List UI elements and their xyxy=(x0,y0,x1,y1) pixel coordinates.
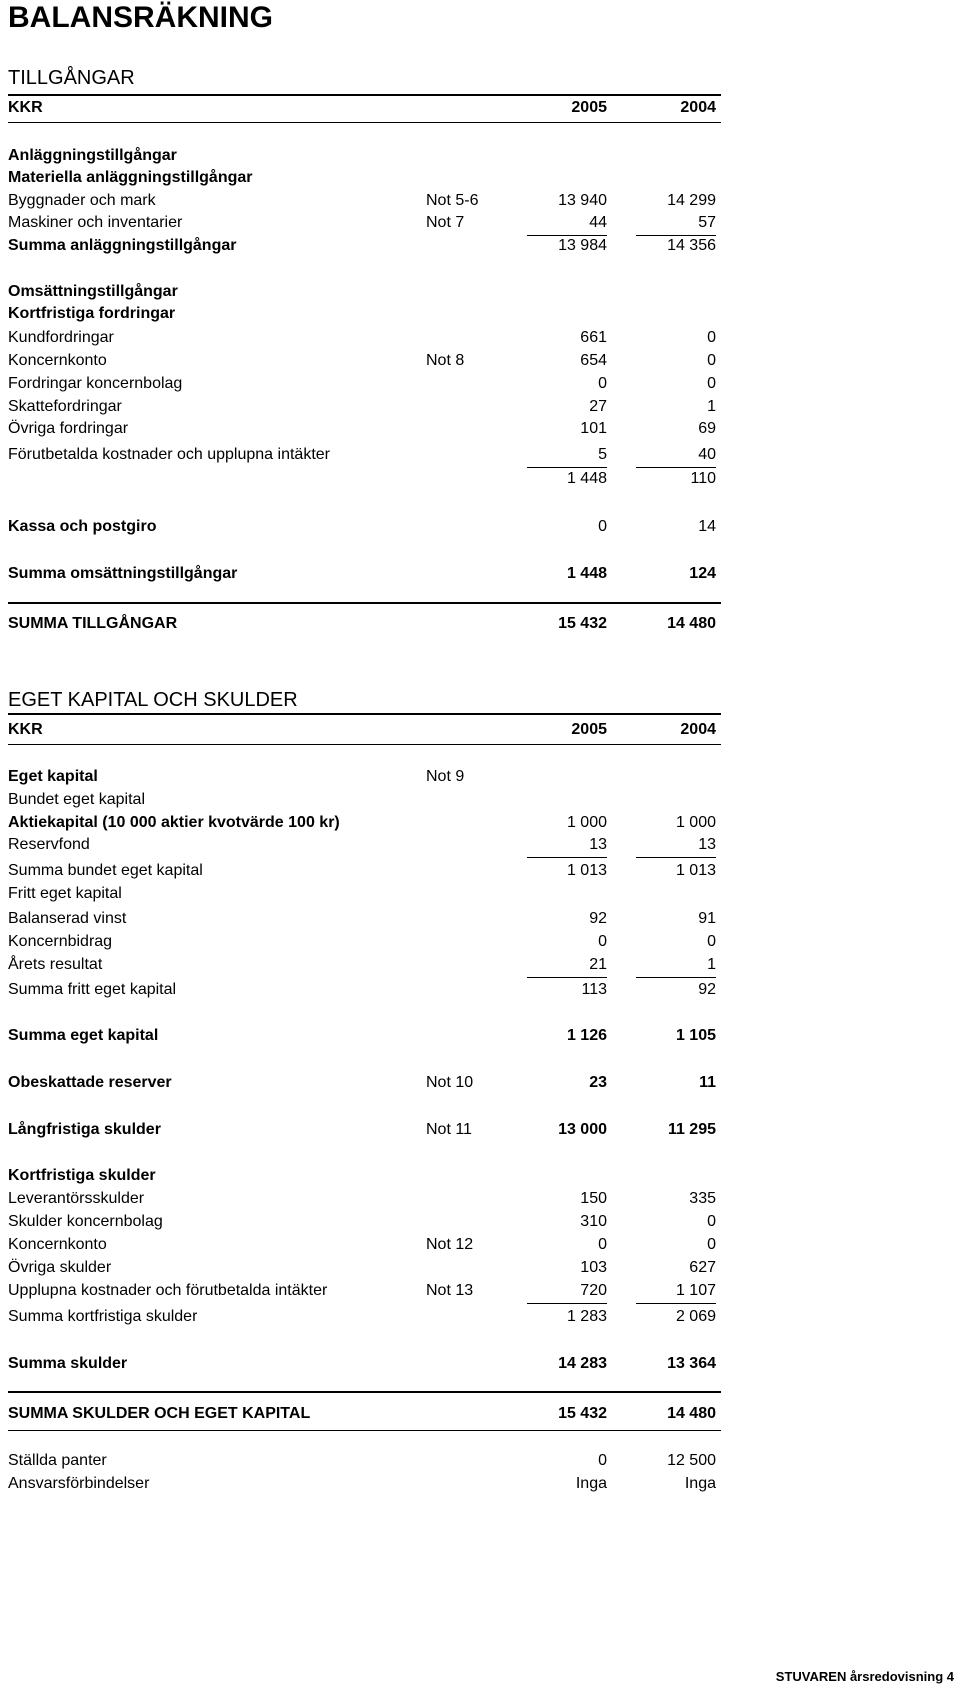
row-value-2004: 0 xyxy=(707,352,716,369)
row-label: Summa skulder xyxy=(8,1355,128,1372)
row-value-2005: 113 xyxy=(581,981,607,998)
table-row xyxy=(0,1119,730,1141)
table-row xyxy=(0,860,730,882)
subtotal-rule xyxy=(527,857,607,858)
row-value-2004: 92 xyxy=(698,981,716,998)
subtotal-rule xyxy=(636,857,716,858)
row-note: Not 10 xyxy=(426,1074,474,1091)
row-label: Fordringar koncernbolag xyxy=(8,375,183,392)
row-label: Summa fritt eget kapital xyxy=(8,981,177,998)
subtotal-rule xyxy=(636,977,716,978)
row-value-2005: 1 283 xyxy=(566,1308,607,1325)
row-value-2005: 310 xyxy=(580,1213,607,1230)
row-value-2005: 661 xyxy=(580,329,607,346)
row-value-2005: Inga xyxy=(575,1475,607,1492)
table-row xyxy=(0,563,730,585)
table-row xyxy=(0,1353,730,1375)
row-value-2004: 14 299 xyxy=(667,192,716,209)
row-label: Skattefordringar xyxy=(8,398,122,415)
table-row xyxy=(0,212,730,234)
row-value-2005: 0 xyxy=(598,375,607,392)
table-row xyxy=(0,954,730,976)
row-value-2004: 0 xyxy=(707,1236,716,1253)
subtotal-rule xyxy=(527,977,607,978)
equity-top-rule xyxy=(8,713,721,715)
row-label: Summa omsättningstillgångar xyxy=(8,565,238,582)
equity-unit-label: KKR xyxy=(8,721,43,738)
row-value-2004: 14 356 xyxy=(667,237,716,254)
assets-section-title: TILLGÅNGAR xyxy=(8,67,135,89)
row-label: Summa eget kapital xyxy=(8,1027,159,1044)
row-value-2005: 101 xyxy=(580,420,607,437)
row-label: Förutbetalda kostnader och upplupna intäkter xyxy=(8,446,330,463)
row-value-2005: 13 940 xyxy=(558,192,607,209)
table-row xyxy=(0,396,730,418)
table-row xyxy=(0,327,730,349)
equity-header-row xyxy=(0,719,730,741)
row-label: Balanserad vinst xyxy=(8,910,127,927)
assets-year-2005: 2005 xyxy=(571,99,607,116)
row-value-2004: 335 xyxy=(689,1190,716,1207)
row-label: Fritt eget kapital xyxy=(8,885,122,902)
row-value-2005: 13 xyxy=(589,836,607,853)
row-value-2005: 103 xyxy=(580,1259,607,1276)
table-row xyxy=(0,373,730,395)
row-label: Aktiekapital (10 000 aktier kvotvärde 100 kr) xyxy=(8,814,340,831)
table-row xyxy=(0,350,730,372)
row-value-2004: 13 364 xyxy=(667,1355,716,1372)
row-label: Anläggningstillgångar xyxy=(8,147,177,164)
row-value-2004: 0 xyxy=(707,933,716,950)
assets-top-rule xyxy=(8,94,721,96)
row-label: Maskiner och inventarier xyxy=(8,214,183,231)
row-value-2004: 0 xyxy=(707,329,716,346)
table-row xyxy=(0,834,730,856)
row-value-2005: 0 xyxy=(598,1452,607,1469)
row-label: Leverantörsskulder xyxy=(8,1190,145,1207)
row-label: Kortfristiga skulder xyxy=(8,1167,156,1184)
row-value-2004: 124 xyxy=(689,565,716,582)
row-label: Koncernbidrag xyxy=(8,933,113,950)
row-value-2005: 44 xyxy=(589,214,607,231)
assets-year-2004: 2004 xyxy=(680,99,716,116)
row-value-2005: 14 283 xyxy=(558,1355,607,1372)
table-row xyxy=(0,1473,730,1495)
equity-header-rule xyxy=(8,744,721,745)
row-value-2004: 57 xyxy=(698,214,716,231)
row-value-2005: 1 126 xyxy=(566,1027,607,1044)
subtotal-rule xyxy=(636,1303,716,1304)
row-value-2004: 69 xyxy=(698,420,716,437)
row-value-2004: 13 xyxy=(698,836,716,853)
row-label: Kortfristiga fordringar xyxy=(8,305,176,322)
row-note: Not 5-6 xyxy=(426,192,479,209)
row-value-2005: 15 432 xyxy=(558,615,607,632)
table-row xyxy=(0,418,730,440)
table-row xyxy=(0,766,730,788)
row-note: Not 8 xyxy=(426,352,465,369)
table-row xyxy=(0,167,730,189)
row-label: Reservfond xyxy=(8,836,90,853)
row-value-2005: 13 000 xyxy=(558,1121,607,1138)
table-row xyxy=(0,1165,730,1187)
table-row xyxy=(0,908,730,930)
row-note: Not 11 xyxy=(426,1121,472,1138)
row-value-2005: 27 xyxy=(589,398,607,415)
table-row xyxy=(0,789,730,811)
row-value-2004: 1 107 xyxy=(675,1282,716,1299)
row-label: Koncernkonto xyxy=(8,352,107,369)
row-note: Not 13 xyxy=(426,1282,474,1299)
row-label: Bundet eget kapital xyxy=(8,791,145,808)
table-row xyxy=(0,1306,730,1328)
table-row xyxy=(0,1188,730,1210)
row-label: Ansvarsförbindelser xyxy=(8,1475,150,1492)
row-value-2005: 92 xyxy=(589,910,607,927)
row-value-2005: 23 xyxy=(589,1074,607,1091)
equity-year-2005: 2005 xyxy=(571,721,607,738)
row-value-2005: 21 xyxy=(589,956,607,973)
row-value-2004: 14 480 xyxy=(667,1405,716,1422)
row-label: Skulder koncernbolag xyxy=(8,1213,163,1230)
row-label: Eget kapital xyxy=(8,768,98,785)
row-value-2005: 13 984 xyxy=(558,237,607,254)
row-value-2004: 11 295 xyxy=(667,1121,716,1138)
row-label: Årets resultat xyxy=(8,956,103,973)
row-note: Not 9 xyxy=(426,768,465,785)
table-row xyxy=(0,1450,730,1472)
table-row xyxy=(0,1211,730,1233)
row-value-2005: 15 432 xyxy=(558,1405,607,1422)
assets-header-rule xyxy=(8,122,721,123)
row-value-2005: 0 xyxy=(598,1236,607,1253)
table-row xyxy=(0,1025,730,1047)
table-row xyxy=(0,303,730,325)
row-label: SUMMA SKULDER OCH EGET KAPITAL xyxy=(8,1405,311,1422)
row-label: Byggnader och mark xyxy=(8,192,156,209)
row-value-2004: 2 069 xyxy=(675,1308,716,1325)
table-row xyxy=(0,1234,730,1256)
row-value-2004: 14 480 xyxy=(667,615,716,632)
row-label: Övriga skulder xyxy=(8,1259,112,1276)
row-label: Ställda panter xyxy=(8,1452,107,1469)
row-value-2005: 1 448 xyxy=(566,470,607,487)
row-value-2004: 14 xyxy=(698,518,716,535)
row-value-2004: 0 xyxy=(707,1213,716,1230)
row-value-2004: 1 000 xyxy=(675,814,716,831)
table-row xyxy=(0,931,730,953)
row-label: Övriga fordringar xyxy=(8,420,129,437)
table-row xyxy=(0,444,730,466)
table-row xyxy=(0,812,730,834)
row-value-2004: 627 xyxy=(689,1259,716,1276)
total-underline xyxy=(8,1430,721,1431)
row-value-2004: 1 013 xyxy=(675,862,716,879)
row-value-2005: 1 000 xyxy=(566,814,607,831)
row-value-2004: 1 105 xyxy=(675,1027,716,1044)
row-value-2005: 0 xyxy=(598,933,607,950)
table-row xyxy=(0,1280,730,1302)
row-label: Kassa och postgiro xyxy=(8,518,157,535)
row-label: Omsättningstillgångar xyxy=(8,283,178,300)
row-value-2004: 11 xyxy=(699,1074,716,1091)
row-value-2004: 91 xyxy=(698,910,716,927)
row-value-2005: 150 xyxy=(580,1190,607,1207)
table-row xyxy=(0,235,730,257)
assets-unit-label: KKR xyxy=(8,99,43,116)
table-row xyxy=(0,613,730,635)
table-row xyxy=(0,468,730,490)
row-value-2004: 40 xyxy=(698,446,716,463)
row-value-2004: Inga xyxy=(684,1475,716,1492)
page-footer: STUVAREN årsredovisning 4 xyxy=(775,1669,954,1684)
row-value-2005: 1 448 xyxy=(566,565,607,582)
row-label: Kundfordringar xyxy=(8,329,114,346)
equity-year-2004: 2004 xyxy=(680,721,716,738)
row-note: Not 12 xyxy=(426,1236,474,1253)
row-value-2005: 5 xyxy=(598,446,607,463)
table-row xyxy=(0,883,730,905)
row-value-2005: 720 xyxy=(580,1282,607,1299)
row-label: Långfristiga skulder xyxy=(8,1121,161,1138)
row-value-2005: 654 xyxy=(580,352,607,369)
table-row xyxy=(0,190,730,212)
row-label: Summa bundet eget kapital xyxy=(8,862,203,879)
table-row xyxy=(0,1072,730,1094)
row-value-2005: 1 013 xyxy=(566,862,607,879)
subtotal-rule xyxy=(527,1303,607,1304)
row-label: Summa anläggningstillgångar xyxy=(8,237,237,254)
row-value-2005: 0 xyxy=(598,518,607,535)
table-row xyxy=(0,1257,730,1279)
row-label: Koncernkonto xyxy=(8,1236,107,1253)
total-rule xyxy=(8,602,721,604)
row-label: Upplupna kostnader och förutbetalda intäkter xyxy=(8,1282,328,1299)
row-note: Not 7 xyxy=(426,214,465,231)
row-value-2004: 0 xyxy=(707,375,716,392)
row-value-2004: 1 xyxy=(707,956,716,973)
table-row xyxy=(0,281,730,303)
row-value-2004: 1 xyxy=(707,398,716,415)
table-row xyxy=(0,145,730,167)
row-value-2004: 110 xyxy=(690,470,716,487)
assets-header-row xyxy=(0,97,730,119)
row-label: Obeskattade reserver xyxy=(8,1074,172,1091)
row-label: SUMMA TILLGÅNGAR xyxy=(8,615,178,632)
equity-section-title: EGET KAPITAL OCH SKULDER xyxy=(8,689,298,711)
table-row xyxy=(0,1403,730,1425)
row-label: Materiella anläggningstillgångar xyxy=(8,169,253,186)
total-rule xyxy=(8,1391,721,1393)
page-title: BALANSRÄKNING xyxy=(8,1,273,34)
row-value-2004: 12 500 xyxy=(667,1452,716,1469)
row-label: Summa kortfristiga skulder xyxy=(8,1308,198,1325)
table-row xyxy=(0,979,730,1001)
table-row xyxy=(0,516,730,538)
